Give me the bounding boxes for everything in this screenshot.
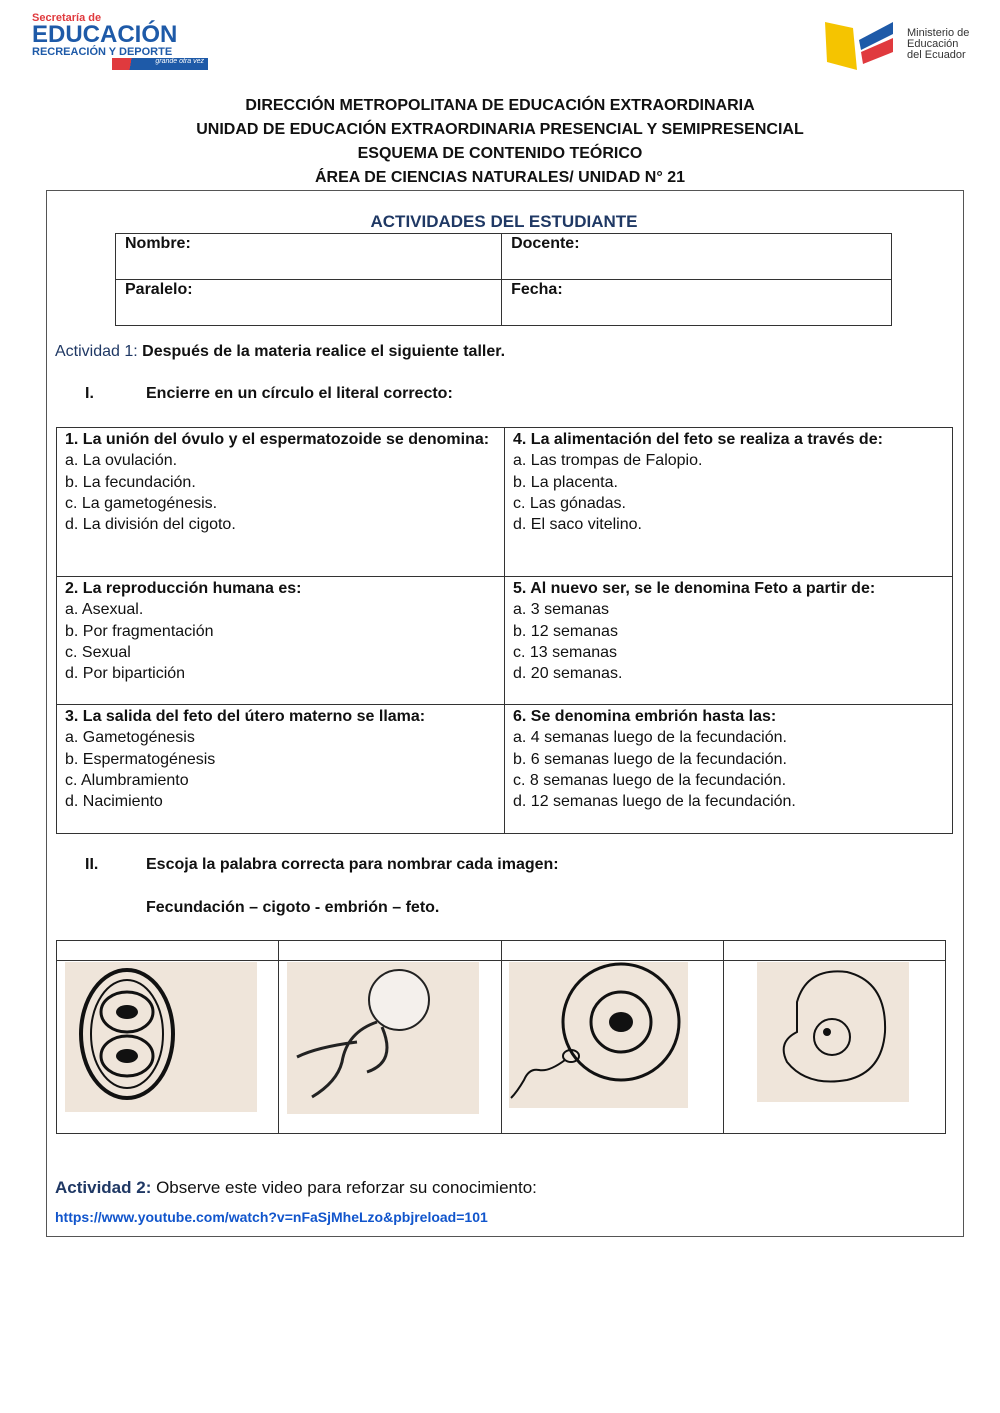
option[interactable]: c. La gametogénesis.	[65, 494, 218, 512]
option[interactable]: c. Alumbramiento	[65, 771, 189, 789]
option[interactable]: b. Espermatogénesis	[65, 750, 216, 768]
option[interactable]: a. 4 semanas luego de la fecundación.	[513, 729, 787, 747]
option[interactable]: c. 8 semanas luego de la fecundación.	[513, 771, 787, 789]
part1-num: I.	[85, 385, 94, 402]
question-text: 1. La unión del óvulo y el espermatozoide se denomina:	[65, 431, 490, 448]
option[interactable]: c. Sexual	[65, 643, 131, 661]
part2-instruction: Escoja la palabra correcta para nombrar cada imagen:	[146, 856, 559, 873]
option[interactable]: d. El saco vitelino.	[513, 516, 642, 534]
option[interactable]: d. Por bipartición	[65, 665, 186, 683]
question-text: 3. La salida del feto del útero materno se llama:	[65, 708, 426, 725]
secretaria-logo	[32, 12, 212, 70]
option[interactable]: b. La placenta.	[513, 473, 618, 491]
logo-text: Ministerio de	[907, 27, 970, 39]
word-bank: Fecundación – cigoto - embrión – feto.	[146, 899, 440, 916]
question-text: 2. La reproducción humana es:	[65, 580, 302, 597]
option[interactable]: a. Gametogénesis	[65, 729, 195, 747]
header-line: UNIDAD DE EDUCACIÓN EXTRAORDINARIA PRESENCIAL Y SEMIPRESENCIAL	[196, 121, 804, 138]
logo-text: Secretaría de	[32, 12, 102, 24]
logo-text: RECREACIÓN Y DEPORTE	[32, 46, 173, 58]
option[interactable]: a. Las trompas de Falopio.	[513, 452, 703, 470]
question-text: 5. Al nuevo ser, se le denomina Feto a partir de:	[513, 580, 876, 597]
question-2	[57, 577, 505, 705]
header-line: DIRECCIÓN METROPOLITANA DE EDUCACIÓN EXTRAORDINARIA	[245, 97, 755, 114]
option[interactable]: a. 3 semanas	[513, 601, 610, 619]
option[interactable]: d. Nacimiento	[65, 793, 163, 811]
section-title: ACTIVIDADES DEL ESTUDIANTE	[370, 212, 638, 231]
ministerio-logo	[823, 20, 970, 77]
header-line: ÁREA DE CIENCIAS NATURALES/ UNIDAD N° 21	[315, 169, 685, 186]
option[interactable]: b. Por fragmentación	[65, 622, 214, 640]
zygote-image	[65, 962, 257, 1112]
logo-text: Educación	[907, 38, 959, 50]
option[interactable]: c. 13 semanas	[513, 643, 618, 661]
question-1	[57, 428, 505, 577]
option[interactable]: b. 12 semanas	[513, 622, 618, 640]
activity2-text: Observe este video para reforzar su conocimiento:	[151, 1178, 537, 1197]
part1-instruction: Encierre en un círculo el literal correcto:	[146, 385, 453, 402]
question-text: 6. Se denomina embrión hasta las:	[513, 708, 777, 725]
nombre-field[interactable]: Nombre:	[116, 234, 502, 280]
option[interactable]: d. 20 semanas.	[513, 665, 623, 683]
option[interactable]: c. Las gónadas.	[513, 494, 626, 512]
header-line: ESQUEMA DE CONTENIDO TEÓRICO	[357, 145, 643, 162]
question-6	[505, 705, 953, 834]
question-4	[505, 428, 953, 577]
question-5	[505, 577, 953, 705]
book-flag-icon	[823, 20, 898, 72]
activity1	[55, 343, 505, 361]
fertilization-image	[509, 962, 688, 1108]
question-text: 4. La alimentación del feto se realiza a través de:	[513, 431, 883, 448]
activity2-label: Actividad 2:	[55, 1178, 152, 1197]
activity1-label: Actividad 1:	[55, 343, 138, 360]
activity2	[55, 1178, 537, 1198]
fecha-field[interactable]: Fecha:	[502, 280, 892, 326]
part2-num: II.	[85, 856, 99, 873]
option[interactable]: b. La fecundación.	[65, 473, 196, 491]
option[interactable]: d. 12 semanas luego de la fecundación.	[513, 793, 796, 811]
paralelo-field[interactable]: Paralelo:	[116, 280, 502, 326]
embryo-image	[757, 962, 909, 1102]
question-3	[57, 705, 505, 834]
activity1-text: Después de la materia realice el siguiente taller.	[142, 343, 506, 360]
option[interactable]: d. La división del cigoto.	[65, 516, 236, 534]
option[interactable]: a. Asexual.	[65, 601, 144, 619]
logo-text: EDUCACIÓN	[32, 21, 178, 48]
docente-field[interactable]: Docente:	[502, 234, 892, 280]
student-info-table	[115, 233, 892, 326]
option[interactable]: b. 6 semanas luego de la fecundación.	[513, 750, 787, 768]
logo-tagline: grande otra vez	[112, 58, 208, 70]
fetus-image	[287, 962, 479, 1114]
questions-table	[56, 427, 953, 834]
option[interactable]: a. La ovulación.	[65, 452, 178, 470]
logo-text: del Ecuador	[907, 49, 966, 61]
video-link[interactable]: https://www.youtube.com/watch?v=nFaSjMheLzo&pbjreload=101	[55, 1209, 488, 1225]
